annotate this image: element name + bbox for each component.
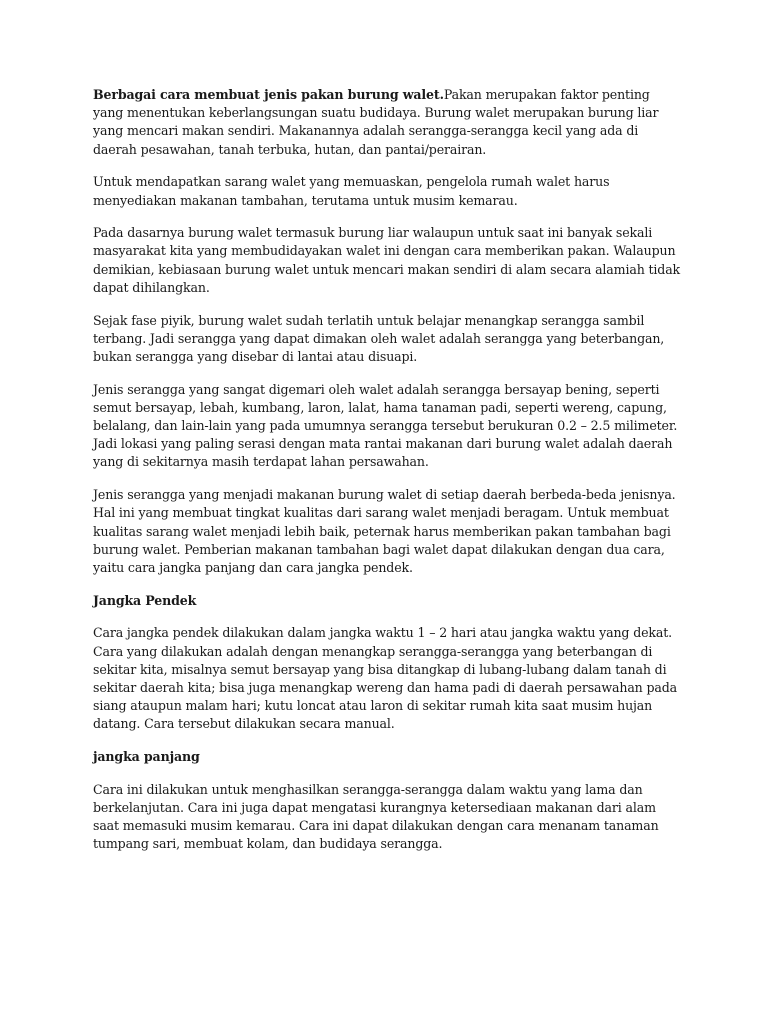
paragraph-supplementary-food: Untuk mendapatkan sarang walet yang memuaskan, pengelola rumah walet harus menyediakan makanan tambahan, terutama untuk musim kemarau. bbox=[93, 174, 610, 208]
intro-paragraph bbox=[93, 86, 683, 159]
intro-text: Pakan merupakan faktor penting yang menentukan keberlangsungan suatu budidaya. Burung walet merupakan burung liar yang mencari makan sendiri. Makanannya adalah serangga-serangga kecil yang ada di daerah pesawahan, tanah terbuka, hutan, dan pantai/perairan. bbox=[93, 87, 659, 157]
paragraph-jangka-pendek: Cara jangka pendek dilakukan dalam jangka waktu 1 – 2 hari atau jangka waktu yang dekat. Cara yang dilakukan adalah dengan menangkap serangga-serangga yang beterbangan di sekitar kita, misalnya semut bersayap yang bisa ditangkap di lubang-lubang dalam tanah di sekitar daerah kita; bisa juga menangkap wereng dan hama padi di daerah persawahan pada siang ataupun malam hari; kutu loncat atau laron di sekitar rumah kita saat musim hujan datang. Cara tersebut dilakukan secara manual. bbox=[93, 625, 678, 732]
paragraph-flying-insects: Sejak fase piyik, burung walet sudah terlatih untuk belajar menangkap serangga sambil terbang. Jadi serangga yang dapat dimakan oleh walet adalah serangga yang beterbangan, bukan serangga yang disebar di lantai atau disuapi. bbox=[93, 312, 665, 364]
paragraph-insect-types: Jenis serangga yang sangat digemari oleh walet adalah serangga bersayap bening, seperti semut bersayap, lebah, kumbang, laron, lalat, hama tanaman padi, seperti wereng, capung, belalang, dan lain-lain yang pada umumnya serangga tersebut berukuran 0.2 – 2.5 milimeter. Jadi lokasi yang paling serasi dengan mata rantai makanan dari burung walet adalah daerah yang di sekitarnya masih terdapat lahan persawahan. bbox=[93, 381, 678, 470]
heading-jangka-panjang: jangka panjang bbox=[93, 749, 200, 765]
intro-lead-title: Berbagai cara membuat jenis pakan burung walet. bbox=[93, 87, 444, 102]
paragraph-jangka-panjang: Cara ini dilakukan untuk menghasilkan serangga-serangga dalam waktu yang lama dan berkelanjutan. Cara ini juga dapat mengatasi kurangnya ketersediaan makanan dari alam saat memasuki musim kemarau. Cara ini dapat dilakukan dengan cara menanam tanaman tumpang sari, membuat kolam, dan budidaya serangga. bbox=[93, 781, 659, 852]
heading-jangka-pendek: Jangka Pendek bbox=[93, 592, 197, 608]
paragraph-wild-bird: Pada dasarnya burung walet termasuk burung liar walaupun untuk saat ini banyak sekali masyarakat kita yang membudidayakan walet ini dengan cara memberikan pakan. Walaupun demikian, kebiasaan burung walet untuk mencari makan sendiri di alam secara alamiah tidak dapat dihilangkan. bbox=[93, 225, 681, 295]
paragraph-feeding-methods: Jenis serangga yang menjadi makanan burung walet di setiap daerah berbeda-beda jenisnya. Hal ini yang membuat tingkat kualitas dari sarang walet menjadi beragam. Untuk membuat kualitas sarang walet menjadi lebih baik, peternak harus memberikan pakan tambahan bagi burung walet. Pemberian makanan tambahan bagi walet dapat dilakukan dengan dua cara, yaitu cara jangka panjang dan cara jangka pendek. bbox=[93, 487, 676, 575]
document-body bbox=[93, 86, 683, 868]
